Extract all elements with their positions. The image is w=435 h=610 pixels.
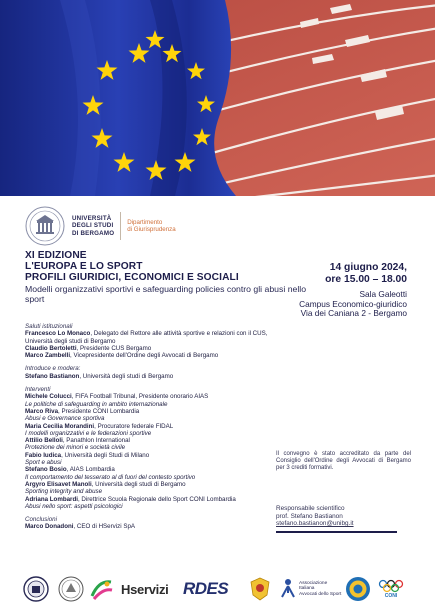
hero-image-eu-flag-running-track: [0, 0, 435, 196]
section-heading: Interventi: [25, 386, 51, 394]
coni-scuola-logo: [345, 574, 371, 604]
department-name: Dipartimento di Giurisprudenza: [127, 218, 176, 233]
coni-logo: CONI: [378, 574, 404, 604]
hservizi-logo: Hservizi: [121, 581, 169, 597]
speaker-entry: Adriana Lombardi, Direttrice Scuola Regionale dello Sport CONI Lombardia: [25, 495, 236, 503]
panathlon-logo: [249, 574, 271, 604]
speaker-entry: Maria Cecilia Morandini, Procuratore federale FIDAL: [25, 422, 174, 430]
credits-note: Il convegno è stato accreditato da parte del Consiglio dell'Ordine degli Avvocati di Bergamo per 3 crediti formativi.: [276, 451, 411, 472]
university-name: UNIVERSITÀ DEGLI STUDI DI BERGAMO: [72, 215, 115, 237]
speaker-entry: Fabio Iudica, Università degli Studi di Milano: [25, 451, 150, 459]
programme: [25, 323, 290, 531]
speaker-entry: Claudio Bertoletti, Presidente CUS Bergamo: [25, 344, 152, 352]
venue-campus: Campus Economico-giuridico: [299, 298, 407, 309]
title-line-2: PROFILI GIURIDICI, ECONOMICI E SOCIALI: [25, 271, 239, 283]
speaker-entry: Michele Colucci, FIFA Football Tribunal, Presidente onorario AIAS: [25, 393, 209, 401]
university-header: [25, 206, 176, 246]
scientific-label: Responsabile scientifico: [276, 505, 345, 512]
talk-topic: Protezione dei minori e società civile: [25, 444, 126, 452]
event-time: ore 15.00 – 18.00: [325, 273, 407, 285]
university-seal-logo: [23, 574, 49, 604]
title-line-1: L'EUROPA E LO SPORT: [25, 260, 143, 272]
talk-topic: Abusi e Governance sportiva: [25, 415, 105, 423]
speaker-entry: Marco Zambelli, Vicepresidente dell'Ordine degli Avvocati di Bergamo: [25, 352, 219, 360]
rdes-logo: RDES: [183, 579, 229, 598]
contact-email-link[interactable]: stefano.bastianon@unibg.it: [276, 520, 354, 528]
sponsor-logos: [23, 574, 413, 604]
talk-topic: Le politiche di safeguarding in ambito internazionale: [25, 400, 168, 408]
section-heading: Saluti istituzionali: [25, 323, 73, 330]
scientific-name: prof. Stefano Bastianon: [276, 512, 343, 520]
speaker-entry: Stefano Bosio, AIAS Lombardia: [25, 466, 115, 474]
aias-logo: [279, 574, 341, 604]
talk-topic: I modelli organizzativi e le federazioni sportive: [25, 429, 152, 437]
venue-room: Sala Galeotti: [359, 289, 407, 300]
talk-topic: Sport e abusi: [25, 459, 62, 467]
talk-topic: Sporting integrity and abuse: [25, 488, 103, 496]
date-venue-block: [257, 262, 407, 318]
speaker-entry: Francesco Lo Monaco, Delegato del Rettore alle attività sportive e relazioni con il CUS, Università degli studi di Bergamo: [25, 330, 268, 345]
talk-topic: Il comportamento del tesserato al di fuori del contesto sportivo: [25, 473, 196, 481]
divider: [120, 212, 121, 240]
section-heading: Conclusioni: [25, 516, 57, 524]
ordine-avvocati-logo: [58, 574, 84, 604]
speaker-entry: Attilio Belloli, Panathlon International: [25, 437, 130, 445]
speaker-entry: Marco Donadoni, CEO di HServizi SpA: [25, 523, 136, 531]
speaker-entry: Argyro Elisavet Manoli, Università degli studi di Bergamo: [25, 480, 186, 488]
event-subtitle: Modelli organizzativi sportivi e safeguarding policies contro gli abusi nello sport: [25, 284, 307, 305]
university-seal-icon: [25, 206, 65, 246]
aias-text: Associazione Italiana Avvocati dello Sport: [299, 580, 342, 597]
talk-topic: Abusi nello sport: aspetti psicologici: [25, 502, 123, 510]
event-date: 14 giugno 2024,: [329, 262, 407, 273]
scientific-contact: [276, 505, 411, 528]
venue-address: Via dei Caniana 2 - Bergamo: [300, 308, 407, 318]
divider: [276, 531, 397, 533]
section-heading: Introduce e modera:: [25, 365, 81, 373]
edition-label: XI EDIZIONE: [25, 250, 87, 261]
cus-bergamo-logo: [89, 574, 115, 604]
speaker-entry: Stefano Bastianon, Università degli studi di Bergamo: [25, 372, 174, 380]
speaker-entry: Marco Riva, Presidente CONI Lombardia: [25, 407, 140, 415]
